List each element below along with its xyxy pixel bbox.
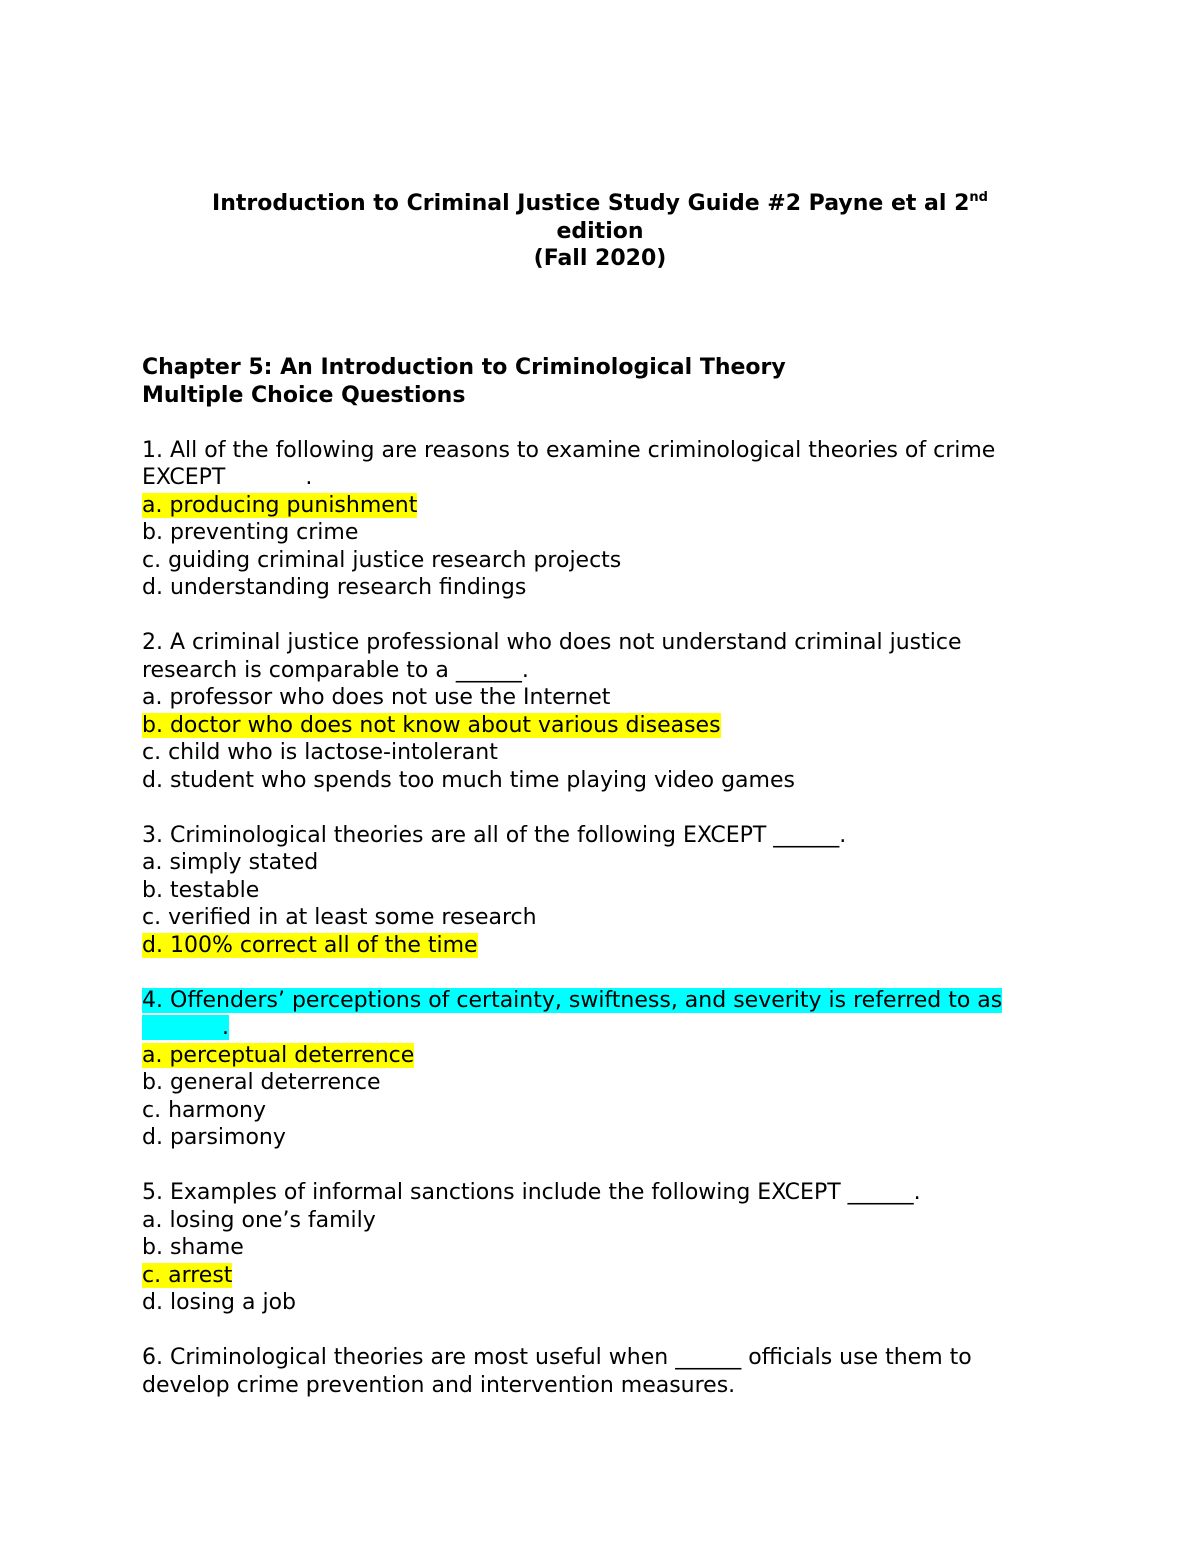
question-5-text <box>142 1179 1062 1207</box>
option-3c: c. verified in at least some research <box>142 905 537 930</box>
question-number: 1. <box>142 437 163 463</box>
option-label-highlighted: b. doctor who does not know about various diseases <box>142 712 721 738</box>
option-3d <box>142 932 1062 960</box>
question-prompt: Examples of informal sanctions include the following EXCEPT ______. <box>170 1180 921 1205</box>
title-superscript: nd <box>969 190 988 205</box>
option-4d: d. parsimony <box>142 1125 286 1150</box>
document-edition: edition <box>556 218 644 244</box>
question-1-text <box>142 437 1062 492</box>
option-2c: c. child who is lactose-intolerant <box>142 740 498 765</box>
question-number: 2. <box>142 630 163 655</box>
question-prompt: All of the following are reasons to examine criminological theories of crime EXCEPT <box>142 437 996 490</box>
question-end-punct: . <box>222 1015 229 1040</box>
question-1 <box>142 437 1062 602</box>
title-main-text: Introduction to Criminal Justice Study Guide #2 Payne et al 2 <box>212 191 970 216</box>
option-label-highlighted: c. arrest <box>142 1262 233 1288</box>
document-term: (Fall 2020) <box>533 246 667 271</box>
option-4b: b. general deterrence <box>142 1070 381 1095</box>
option-1d: d. understanding research findings <box>142 575 527 600</box>
question-number: 6. <box>142 1345 163 1370</box>
option-5b: b. shame <box>142 1235 244 1260</box>
option-5d: d. losing a job <box>142 1290 297 1315</box>
option-4c: c. harmony <box>142 1097 267 1123</box>
option-4a <box>142 1042 1062 1070</box>
option-label-highlighted: a. perceptual deterrence <box>142 1042 415 1068</box>
document-title <box>100 190 1100 218</box>
option-2a: a. professor who does not use the Internet <box>142 685 611 710</box>
question-2-text <box>142 629 1062 684</box>
document-body <box>142 354 1062 1399</box>
question-3 <box>142 822 1062 960</box>
option-1c: c. guiding criminal justice research projects <box>142 547 622 573</box>
question-4-text <box>142 987 1062 1042</box>
question-5 <box>142 1179 1062 1317</box>
question-6-text <box>142 1344 1062 1399</box>
question-number: 5. <box>142 1180 163 1205</box>
chapter-heading <box>142 354 1062 409</box>
question-number: 4. <box>142 987 163 1013</box>
option-5c <box>142 1262 1062 1290</box>
question-prompt: Offenders’ perceptions of certainty, swiftness, and severity is referred to as <box>170 987 1003 1013</box>
question-prompt: Criminological theories are most useful when ______ officials use them to develop crime prevention and intervention measures. <box>142 1345 972 1398</box>
option-1b: b. preventing crime <box>142 520 359 545</box>
question-prompt: A criminal justice professional who does not understand criminal justice research is comparable to a ______. <box>142 630 962 683</box>
chapter-subtitle: Multiple Choice Questions <box>142 382 466 408</box>
question-prompt: Criminological theories are all of the following EXCEPT ______. <box>170 822 847 848</box>
option-2d: d. student who spends too much time playing video games <box>142 767 795 793</box>
option-1a <box>142 492 1062 520</box>
option-3a: a. simply stated <box>142 850 319 875</box>
document-header <box>100 190 1100 273</box>
question-end-punct: . <box>305 465 313 490</box>
question-2 <box>142 629 1062 794</box>
question-3-text <box>142 822 1062 850</box>
question-6 <box>142 1344 1062 1399</box>
option-3b: b. testable <box>142 877 260 903</box>
option-5a: a. losing one’s family <box>142 1207 376 1233</box>
option-label-highlighted: a. producing punishment <box>142 492 418 518</box>
question-4 <box>142 987 1062 1152</box>
option-2b <box>142 712 1062 740</box>
question-number: 3. <box>142 822 163 848</box>
option-label-highlighted: d. 100% correct all of the time <box>142 932 478 958</box>
chapter-title: Chapter 5: An Introduction to Criminological Theory <box>142 355 786 380</box>
question-highlighted <box>142 988 1002 1041</box>
